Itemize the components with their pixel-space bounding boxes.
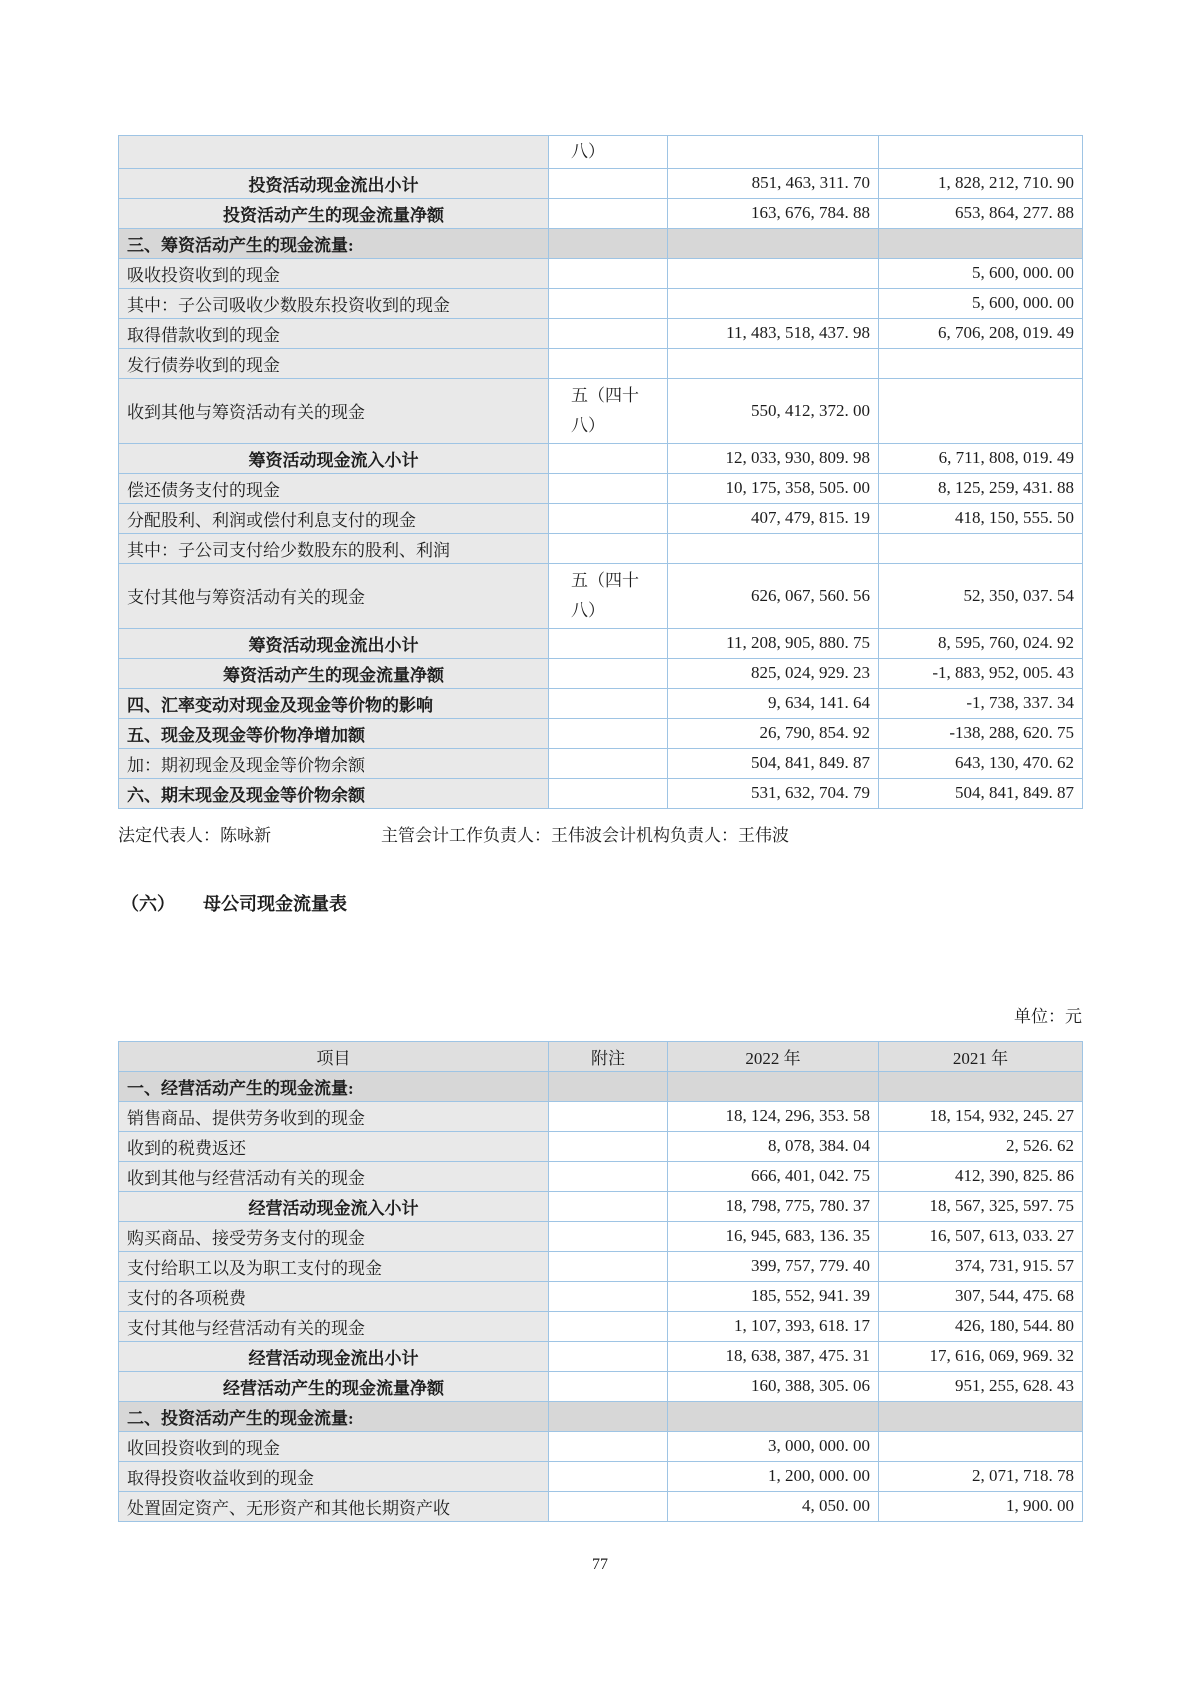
note-cell (549, 258, 668, 288)
table-row (119, 533, 1083, 563)
item-cell (119, 136, 549, 169)
note-cell (549, 688, 668, 718)
value-2021-cell: -138, 288, 620. 75 (879, 718, 1083, 748)
note-cell (549, 503, 668, 533)
note-text: 五（四十八） (571, 386, 640, 435)
table-row (119, 1131, 1083, 1161)
col-header-2022: 2022 年 (668, 1041, 879, 1071)
section-row (119, 1401, 1083, 1431)
item-cell: 三、筹资活动产生的现金流量: (119, 228, 549, 258)
value-2021-cell: 426, 180, 544. 80 (879, 1311, 1083, 1341)
section-title (121, 890, 1200, 916)
note-cell (549, 1071, 668, 1101)
note-cell (549, 1251, 668, 1281)
value-2022-cell: 666, 401, 042. 75 (668, 1161, 879, 1191)
note-cell (549, 1431, 668, 1461)
accounting-heads-text: 主管会计工作负责人：王伟波会计机构负责人：王伟波 (381, 825, 789, 845)
item-cell: 收到其他与经营活动有关的现金 (119, 1161, 549, 1191)
table-row (119, 288, 1083, 318)
table-row (119, 318, 1083, 348)
value-2021-cell: 5, 600, 000. 00 (879, 258, 1083, 288)
parent-company-cash-flow-table (118, 1041, 1083, 1522)
value-2022-cell: 626, 067, 560. 56 (668, 563, 879, 628)
value-2021-cell: 307, 544, 475. 68 (879, 1281, 1083, 1311)
value-2021-cell: 18, 567, 325, 597. 75 (879, 1191, 1083, 1221)
item-cell: 取得借款收到的现金 (119, 318, 549, 348)
value-2022-cell: 18, 638, 387, 475. 31 (668, 1341, 879, 1371)
note-cell (549, 288, 668, 318)
table-row (119, 778, 1083, 808)
item-cell: 投资活动产生的现金流量净额 (119, 198, 549, 228)
table-row (119, 348, 1083, 378)
legal-representative-text: 法定代表人：陈咏新 (118, 825, 271, 845)
item-cell: 支付其他与筹资活动有关的现金 (119, 563, 549, 628)
value-2021-cell (879, 1071, 1083, 1101)
note-cell (549, 136, 668, 169)
value-2022-cell (668, 288, 879, 318)
value-2021-cell: 18, 154, 932, 245. 27 (879, 1101, 1083, 1131)
table-row (119, 658, 1083, 688)
note-cell (549, 778, 668, 808)
item-cell: 二、投资活动产生的现金流量: (119, 1401, 549, 1431)
item-cell: 购买商品、接受劳务支付的现金 (119, 1221, 549, 1251)
note-cell (549, 1221, 668, 1251)
note-cell (549, 1491, 668, 1521)
note-cell (549, 1281, 668, 1311)
value-2021-cell: 2, 526. 62 (879, 1131, 1083, 1161)
value-2021-cell: 1, 828, 212, 710. 90 (879, 168, 1083, 198)
value-2022-cell: 16, 945, 683, 136. 35 (668, 1221, 879, 1251)
item-cell: 经营活动现金流出小计 (119, 1341, 549, 1371)
value-2022-cell (668, 258, 879, 288)
item-cell: 收回投资收到的现金 (119, 1431, 549, 1461)
value-2022-cell: 4, 050. 00 (668, 1491, 879, 1521)
note-cell (549, 1161, 668, 1191)
item-cell: 分配股利、利润或偿付利息支付的现金 (119, 503, 549, 533)
item-cell: 支付其他与经营活动有关的现金 (119, 1311, 549, 1341)
value-2021-cell (879, 1401, 1083, 1431)
value-2021-cell: 16, 507, 613, 033. 27 (879, 1221, 1083, 1251)
item-cell: 偿还债务支付的现金 (119, 473, 549, 503)
value-2021-cell (879, 228, 1083, 258)
value-2022-cell: 1, 200, 000. 00 (668, 1461, 879, 1491)
item-cell: 支付给职工以及为职工支付的现金 (119, 1251, 549, 1281)
col-header-2021: 2021 年 (879, 1041, 1083, 1071)
value-2021-cell: -1, 738, 337. 34 (879, 688, 1083, 718)
note-cell (549, 348, 668, 378)
table-row (119, 1221, 1083, 1251)
value-2021-cell: 5, 600, 000. 00 (879, 288, 1083, 318)
col-header-item: 项目 (119, 1041, 549, 1071)
value-2021-cell: 8, 125, 259, 431. 88 (879, 473, 1083, 503)
item-cell: 其中：子公司支付给少数股东的股利、利润 (119, 533, 549, 563)
value-2022-cell (668, 348, 879, 378)
table-row (119, 1341, 1083, 1371)
value-2022-cell: 407, 479, 815. 19 (668, 503, 879, 533)
value-2021-cell: 374, 731, 915. 57 (879, 1251, 1083, 1281)
value-2022-cell: 11, 208, 905, 880. 75 (668, 628, 879, 658)
value-2021-cell: 951, 255, 628. 43 (879, 1371, 1083, 1401)
value-2021-cell: 52, 350, 037. 54 (879, 563, 1083, 628)
value-2021-cell: 2, 071, 718. 78 (879, 1461, 1083, 1491)
item-cell: 筹资活动现金流出小计 (119, 628, 549, 658)
section-name: 母公司现金流量表 (203, 893, 347, 914)
value-2022-cell (668, 1401, 879, 1431)
value-2022-cell: 160, 388, 305. 06 (668, 1371, 879, 1401)
table-row (119, 198, 1083, 228)
value-2022-cell (668, 228, 879, 258)
value-2021-cell: 418, 150, 555. 50 (879, 503, 1083, 533)
note-cell (549, 718, 668, 748)
value-2021-cell: 1, 900. 00 (879, 1491, 1083, 1521)
item-cell: 经营活动现金流入小计 (119, 1191, 549, 1221)
table-row (119, 1191, 1083, 1221)
item-cell: 其中：子公司吸收少数股东投资收到的现金 (119, 288, 549, 318)
value-2022-cell (668, 1071, 879, 1101)
value-2021-cell: 6, 711, 808, 019. 49 (879, 443, 1083, 473)
signature-line (118, 821, 1200, 846)
table-row (119, 1491, 1083, 1521)
table-row (119, 168, 1083, 198)
value-2022-cell (668, 533, 879, 563)
table-row (119, 628, 1083, 658)
table-row (119, 1371, 1083, 1401)
table-row (119, 1161, 1083, 1191)
value-2021-cell: 8, 595, 760, 024. 92 (879, 628, 1083, 658)
note-cell (549, 378, 668, 443)
note-cell (549, 1461, 668, 1491)
table-row (119, 1281, 1083, 1311)
note-cell (549, 658, 668, 688)
value-2022-cell: 8, 078, 384. 04 (668, 1131, 879, 1161)
item-cell: 取得投资收益收到的现金 (119, 1461, 549, 1491)
note-cell (549, 198, 668, 228)
table-row (119, 443, 1083, 473)
item-cell: 筹资活动现金流入小计 (119, 443, 549, 473)
note-cell (549, 1191, 668, 1221)
item-cell: 吸收投资收到的现金 (119, 258, 549, 288)
note-cell (549, 748, 668, 778)
item-cell: 经营活动产生的现金流量净额 (119, 1371, 549, 1401)
value-2021-cell: 412, 390, 825. 86 (879, 1161, 1083, 1191)
note-cell (549, 318, 668, 348)
table-row (119, 688, 1083, 718)
value-2021-cell (879, 136, 1083, 169)
value-2022-cell: 531, 632, 704. 79 (668, 778, 879, 808)
item-cell: 处置固定资产、无形资产和其他长期资产收 (119, 1491, 549, 1521)
value-2022-cell: 1, 107, 393, 618. 17 (668, 1311, 879, 1341)
value-2022-cell: 504, 841, 849. 87 (668, 748, 879, 778)
page-number: 77 (592, 1555, 608, 1573)
unit-label: 单位：元 (1014, 1006, 1082, 1026)
note-cell (549, 1371, 668, 1401)
note-cell (549, 228, 668, 258)
value-2022-cell: 550, 412, 372. 00 (668, 378, 879, 443)
value-2022-cell: 163, 676, 784. 88 (668, 198, 879, 228)
value-2022-cell: 26, 790, 854. 92 (668, 718, 879, 748)
value-2021-cell: 6, 706, 208, 019. 49 (879, 318, 1083, 348)
value-2021-cell (879, 378, 1083, 443)
value-2021-cell (879, 348, 1083, 378)
header-row (119, 1041, 1083, 1071)
note-cell (549, 628, 668, 658)
item-cell: 收到的税费返还 (119, 1131, 549, 1161)
value-2021-cell: 653, 864, 277. 88 (879, 198, 1083, 228)
value-2021-cell: 17, 616, 069, 969. 32 (879, 1341, 1083, 1371)
table-row (119, 503, 1083, 533)
note-cell (549, 1401, 668, 1431)
note-cell (549, 1101, 668, 1131)
value-2022-cell: 825, 024, 929. 23 (668, 658, 879, 688)
item-cell: 六、期末现金及现金等价物余额 (119, 778, 549, 808)
value-2022-cell: 18, 798, 775, 780. 37 (668, 1191, 879, 1221)
note-text: 八） (571, 142, 606, 161)
table-row (119, 563, 1083, 628)
section-row (119, 228, 1083, 258)
table-row (119, 1431, 1083, 1461)
value-2022-cell: 9, 634, 141. 64 (668, 688, 879, 718)
note-cell (549, 1341, 668, 1371)
note-text: 五（四十八） (571, 571, 640, 620)
item-cell: 收到其他与筹资活动有关的现金 (119, 378, 549, 443)
item-cell: 销售商品、提供劳务收到的现金 (119, 1101, 549, 1131)
item-cell: 筹资活动产生的现金流量净额 (119, 658, 549, 688)
value-2022-cell: 10, 175, 358, 505. 00 (668, 473, 879, 503)
consolidated-cash-flow-table-continued (118, 135, 1083, 809)
table-row (119, 1101, 1083, 1131)
table-row (119, 1251, 1083, 1281)
table-row (119, 748, 1083, 778)
table-row (119, 378, 1083, 443)
section-index: （六） (121, 893, 175, 914)
table-row (119, 1311, 1083, 1341)
value-2022-cell: 3, 000, 000. 00 (668, 1431, 879, 1461)
note-cell (549, 533, 668, 563)
note-cell (549, 443, 668, 473)
note-cell (549, 1311, 668, 1341)
table-row (119, 1461, 1083, 1491)
table-row (119, 136, 1083, 169)
value-2022-cell: 11, 483, 518, 437. 98 (668, 318, 879, 348)
value-2021-cell (879, 533, 1083, 563)
note-cell (549, 473, 668, 503)
value-2022-cell (668, 136, 879, 169)
value-2021-cell: -1, 883, 952, 005. 43 (879, 658, 1083, 688)
col-header-note: 附注 (549, 1041, 668, 1071)
value-2021-cell: 643, 130, 470. 62 (879, 748, 1083, 778)
item-cell: 一、经营活动产生的现金流量: (119, 1071, 549, 1101)
table-row (119, 473, 1083, 503)
value-2021-cell: 504, 841, 849. 87 (879, 778, 1083, 808)
section-row (119, 1071, 1083, 1101)
item-cell: 加：期初现金及现金等价物余额 (119, 748, 549, 778)
value-2022-cell: 399, 757, 779. 40 (668, 1251, 879, 1281)
table-row (119, 718, 1083, 748)
value-2022-cell: 12, 033, 930, 809. 98 (668, 443, 879, 473)
table-row (119, 258, 1083, 288)
value-2021-cell (879, 1431, 1083, 1461)
item-cell: 五、现金及现金等价物净增加额 (119, 718, 549, 748)
value-2022-cell: 18, 124, 296, 353. 58 (668, 1101, 879, 1131)
value-2022-cell: 851, 463, 311. 70 (668, 168, 879, 198)
item-cell: 发行债券收到的现金 (119, 348, 549, 378)
note-cell (549, 1131, 668, 1161)
note-cell (549, 563, 668, 628)
item-cell: 投资活动现金流出小计 (119, 168, 549, 198)
note-cell (549, 168, 668, 198)
item-cell: 支付的各项税费 (119, 1281, 549, 1311)
value-2022-cell: 185, 552, 941. 39 (668, 1281, 879, 1311)
item-cell: 四、汇率变动对现金及现金等价物的影响 (119, 688, 549, 718)
